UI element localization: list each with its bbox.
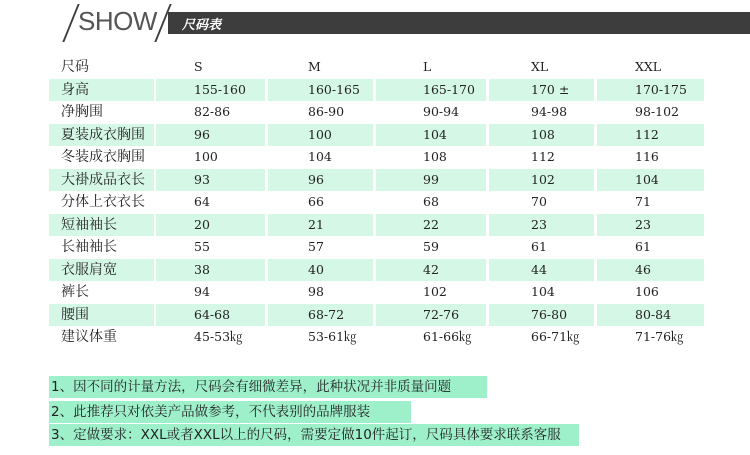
table-cell: 94	[156, 281, 265, 303]
table-cell: 165-170	[376, 79, 486, 101]
table-cell: 170-175	[597, 79, 704, 101]
table-cell: 96	[268, 169, 373, 191]
table-cell: 90-94	[376, 101, 486, 123]
table-cell: 70	[489, 191, 594, 213]
header	[0, 0, 750, 44]
table-cell: 100	[268, 124, 373, 146]
table-cell: 68	[376, 191, 486, 213]
table-cell: 21	[268, 214, 373, 236]
table-cell: 104	[597, 169, 704, 191]
table-cell: 76-80	[489, 304, 594, 326]
table-cell: 38	[156, 259, 265, 281]
table-cell: 108	[376, 146, 486, 168]
column-header-xxl: XXL	[597, 56, 704, 78]
table-cell: 23	[489, 214, 594, 236]
table-cell: 68-72	[268, 304, 373, 326]
column-header-size: 尺码	[49, 56, 154, 78]
table-cell: 80-84	[597, 304, 704, 326]
table-cell: 64	[156, 191, 265, 213]
table-cell: 46	[597, 259, 704, 281]
table-cell: 104	[489, 281, 594, 303]
table-cell: 59	[376, 236, 486, 258]
table-cell: 72-76	[376, 304, 486, 326]
table-cell: 98	[268, 281, 373, 303]
table-cell: 155-160	[156, 79, 265, 101]
column-header-xl: XL	[489, 56, 594, 78]
table-cell: 160-165	[268, 79, 373, 101]
table-cell: 102	[376, 281, 486, 303]
note-2: 2、此推荐只对依美产品做参考，不代表别的品牌服装	[49, 401, 411, 423]
table-cell: 99	[376, 169, 486, 191]
table-cell: 104	[268, 146, 373, 168]
table-cell: 66-71㎏	[489, 326, 594, 348]
table-cell: 61	[597, 236, 704, 258]
column-header-l: L	[376, 56, 486, 78]
table-cell: 94-98	[489, 101, 594, 123]
table-cell: 55	[156, 236, 265, 258]
note-3: 3、定做要求：XXL或者XXL以上的尺码，需要定做10件起订，尺码具体要求联系客服	[49, 424, 579, 446]
table-cell: 71	[597, 191, 704, 213]
table-cell: 53-61㎏	[268, 326, 373, 348]
table-cell: 71-76㎏	[597, 326, 704, 348]
table-cell: 116	[597, 146, 704, 168]
table-cell: 93	[156, 169, 265, 191]
table-cell: 96	[156, 124, 265, 146]
table-cell: 170 ±	[489, 79, 594, 101]
table-cell: 106	[597, 281, 704, 303]
header-bar	[168, 12, 750, 34]
table-cell: 86-90	[268, 101, 373, 123]
table-cell: 42	[376, 259, 486, 281]
table-cell: 61	[489, 236, 594, 258]
table-cell: 102	[489, 169, 594, 191]
table-cell: 45-53㎏	[156, 326, 265, 348]
note-1: 1、因不同的计量方法，尺码会有细微差异，此种状况并非质量问题	[49, 376, 487, 398]
row-label: 大褂成品衣长	[49, 169, 154, 191]
row-label: 衣服肩宽	[49, 259, 154, 281]
table-cell: 100	[156, 146, 265, 168]
table-cell: 98-102	[597, 101, 704, 123]
table-cell: 23	[597, 214, 704, 236]
row-label: 建议体重	[49, 326, 154, 348]
row-label: 冬装成衣胸围	[49, 146, 154, 168]
column-header-m: M	[268, 56, 373, 78]
table-cell: 22	[376, 214, 486, 236]
row-label: 裤长	[49, 281, 154, 303]
row-label: 短袖袖长	[49, 214, 154, 236]
table-cell: 66	[268, 191, 373, 213]
table-cell: 108	[489, 124, 594, 146]
row-label: 分体上衣衣长	[49, 191, 154, 213]
table-cell: 20	[156, 214, 265, 236]
table-cell: 82-86	[156, 101, 265, 123]
row-label: 腰围	[49, 304, 154, 326]
header-subtitle: 尺码表	[182, 18, 222, 33]
row-label: 夏装成衣胸围	[49, 124, 154, 146]
table-cell: 104	[376, 124, 486, 146]
table-cell: 61-66㎏	[376, 326, 486, 348]
row-label: 净胸围	[49, 101, 154, 123]
table-cell: 44	[489, 259, 594, 281]
table-cell: 64-68	[156, 304, 265, 326]
table-cell: 57	[268, 236, 373, 258]
row-label: 身高	[49, 79, 154, 101]
table-cell: 112	[597, 124, 704, 146]
column-header-s: S	[156, 56, 265, 78]
row-label: 长袖袖长	[49, 236, 154, 258]
table-cell: 112	[489, 146, 594, 168]
header-show-title: SHOW	[78, 6, 157, 36]
table-cell: 40	[268, 259, 373, 281]
